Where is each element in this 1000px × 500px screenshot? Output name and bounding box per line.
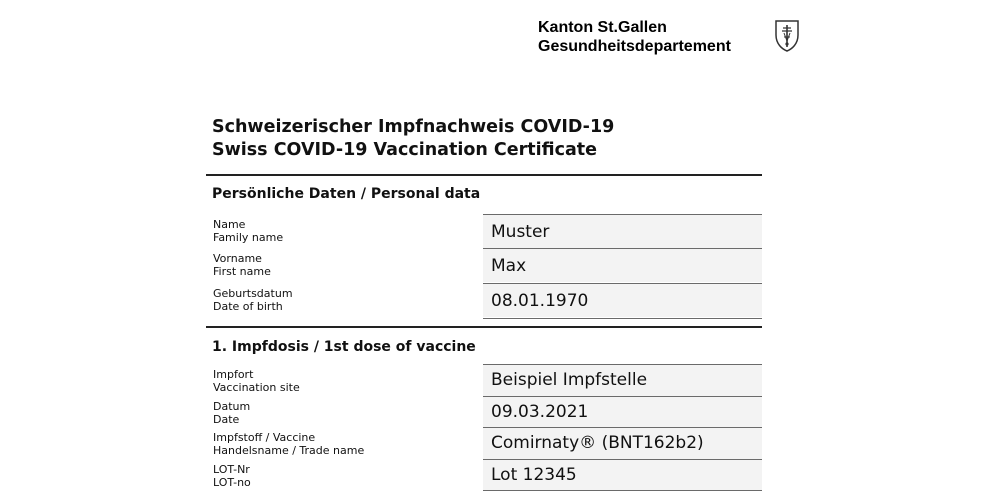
field-value-vaccination-site: Beispiel Impfstelle: [483, 364, 762, 396]
title-german: Schweizerischer Impfnachweis COVID-19: [212, 117, 615, 137]
label-english: Vaccination site: [213, 381, 300, 394]
issuing-authority: [538, 18, 731, 56]
label-german: Impfort: [213, 368, 254, 381]
field-row-date-of-birth: [206, 283, 762, 317]
label-english: First name: [213, 265, 271, 278]
field-value-vaccine: Comirnaty® (BNT162b2): [483, 427, 762, 459]
field-value-family-name: Muster: [483, 214, 762, 248]
label-german: Impfstoff / Vaccine: [213, 431, 316, 444]
field-row-lot-number: [206, 459, 762, 491]
field-bottom-rule: [483, 318, 762, 319]
field-label: [213, 463, 251, 489]
section-divider: [206, 326, 762, 328]
label-german: Datum: [213, 399, 251, 413]
field-label: [213, 368, 300, 394]
label-german: Vorname: [213, 252, 262, 265]
label-german: Name: [213, 218, 246, 231]
section-divider: [206, 174, 762, 176]
label-english: LOT-no: [213, 475, 251, 489]
field-row-date: [206, 396, 762, 428]
field-label: [213, 287, 293, 313]
field-label: [213, 400, 250, 426]
certificate-title: [212, 116, 614, 162]
field-row-first-name: [206, 248, 762, 282]
field-row-vaccine: [206, 427, 762, 459]
field-value-lot-number: Lot 12345: [483, 459, 762, 491]
field-label: [213, 252, 271, 278]
field-label: [213, 218, 283, 244]
label-english: Handelsname / Trade name: [213, 444, 365, 457]
field-row-family-name: [206, 214, 762, 248]
field-bottom-rule: [483, 490, 762, 491]
label-english: Date: [213, 412, 240, 426]
label-german: Geburtsdatum: [213, 287, 293, 300]
first-dose-heading: 1. Impfdosis / 1st dose of vaccine: [212, 339, 476, 355]
authority-department: Gesundheitsdepartement: [538, 38, 731, 55]
personal-data-heading: Persönliche Daten / Personal data: [212, 186, 481, 202]
field-label: [213, 431, 364, 457]
label-english: Date of birth: [213, 300, 283, 313]
label-english: Family name: [213, 231, 284, 244]
field-value-date: 09.03.2021: [483, 396, 762, 428]
field-value-date-of-birth: 08.01.1970: [483, 283, 762, 317]
label-german: LOT-Nr: [213, 462, 250, 476]
authority-canton: Kanton St.Gallen: [538, 19, 667, 36]
field-row-vaccination-site: [206, 364, 762, 396]
canton-coat-of-arms-icon: [774, 19, 800, 53]
field-value-first-name: Max: [483, 248, 762, 282]
title-english: Swiss COVID-19 Vaccination Certificate: [212, 140, 597, 160]
